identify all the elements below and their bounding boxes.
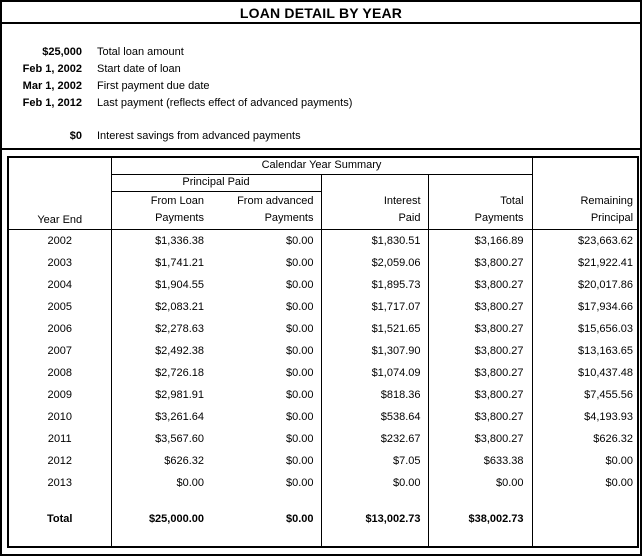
- table-row-2008: [8, 362, 638, 384]
- table-row-2003: [8, 252, 638, 274]
- summary-spacer: [2, 112, 640, 128]
- header-line: Payments: [474, 212, 524, 224]
- header-line: Paid: [398, 212, 421, 224]
- interest-cell: $1,717.07: [321, 296, 428, 318]
- table-row-2005: [8, 296, 638, 318]
- from-advanced-cell: $0.00: [211, 230, 321, 252]
- interest-cell: $2,059.06: [321, 252, 428, 274]
- total-cell: $3,800.27: [428, 252, 532, 274]
- total-cell: $3,166.89: [428, 230, 532, 252]
- column-header-year-end: Year End: [8, 157, 111, 230]
- total-payments-cell: $38,002.73: [428, 508, 532, 530]
- from-advanced-cell: $0.00: [211, 296, 321, 318]
- remaining-cell: $13,163.65: [577, 344, 634, 357]
- table-row-2013: [8, 472, 638, 494]
- table-row-2011: [8, 428, 638, 450]
- year-cell: 2009: [8, 384, 111, 406]
- interest-cell: $1,830.51: [321, 230, 428, 252]
- spacer-row: [8, 530, 638, 547]
- summary-row-first-payment: [2, 78, 640, 95]
- from-loan-cell: $2,083.21: [155, 300, 204, 313]
- table-row-2002: [8, 230, 638, 252]
- header-line: From advanced: [237, 195, 314, 207]
- interest-cell: $818.36: [321, 384, 428, 406]
- total-cell: $3,800.27: [428, 274, 532, 296]
- spacer-row: [8, 494, 638, 508]
- summary-label: Total loan amount: [97, 46, 184, 58]
- year-cell: 2007: [8, 340, 111, 362]
- total-cell: $3,800.27: [428, 340, 532, 362]
- year-cell: 2004: [8, 274, 111, 296]
- total-remaining-cell: [532, 508, 638, 530]
- year-cell: 2012: [8, 450, 111, 472]
- remaining-cell: $4,193.93: [584, 410, 634, 423]
- from-advanced-cell: $0.00: [211, 340, 321, 362]
- year-cell: 2005: [8, 296, 111, 318]
- header-line: Interest: [383, 195, 421, 207]
- header-line: Total: [500, 195, 524, 207]
- column-header-interest-paid: [321, 175, 428, 230]
- interest-cell: $232.67: [321, 428, 428, 450]
- total-interest-cell: $13,002.73: [321, 508, 428, 530]
- year-cell: 2013: [8, 472, 111, 494]
- total-from-advanced-cell: $0.00: [211, 508, 321, 530]
- summary-label: Last payment (reflects effect of advanced payments): [97, 97, 353, 109]
- from-loan-cell: $2,492.38: [155, 344, 204, 357]
- remaining-cell: $0.00: [605, 454, 634, 467]
- from-loan-cell: $2,981.91: [155, 388, 204, 401]
- group-header-principal-paid: Principal Paid: [111, 175, 321, 192]
- interest-cell: $1,307.90: [321, 340, 428, 362]
- from-advanced-cell: $0.00: [211, 472, 321, 494]
- column-header-from-advanced-payments: [211, 192, 321, 230]
- table-row-2009: [8, 384, 638, 406]
- remaining-cell: $17,934.66: [577, 300, 634, 313]
- summary-value: Feb 1, 2002: [22, 63, 82, 75]
- loan-summary: [2, 24, 640, 150]
- year-cell: 2010: [8, 406, 111, 428]
- year-cell: 2003: [8, 252, 111, 274]
- total-cell: $3,800.27: [428, 406, 532, 428]
- from-loan-cell: $1,741.21: [155, 256, 204, 269]
- interest-cell: $538.64: [321, 406, 428, 428]
- table-row-2004: [8, 274, 638, 296]
- table-row-2010: [8, 406, 638, 428]
- total-cell: $3,800.27: [428, 428, 532, 450]
- summary-value: $0: [69, 130, 82, 142]
- remaining-cell: $10,437.48: [577, 366, 634, 379]
- from-advanced-cell: $0.00: [211, 450, 321, 472]
- column-header-remaining-principal: [532, 157, 638, 230]
- from-loan-cell: $0.00: [176, 476, 204, 489]
- from-loan-cell: $2,726.18: [155, 366, 204, 379]
- table-row-2006: [8, 318, 638, 340]
- remaining-cell: $7,455.56: [584, 388, 634, 401]
- table-row-2007: [8, 340, 638, 362]
- page-title: LOAN DETAIL BY YEAR: [2, 2, 640, 24]
- from-advanced-cell: $0.00: [211, 428, 321, 450]
- loan-detail-table: [7, 156, 639, 548]
- summary-label: Interest savings from advanced payments: [97, 130, 301, 142]
- total-cell: $0.00: [428, 472, 532, 494]
- from-loan-cell: $3,261.64: [155, 410, 204, 423]
- year-cell: 2002: [8, 230, 111, 252]
- from-loan-cell: $1,904.55: [155, 278, 204, 291]
- remaining-cell: $626.32: [593, 432, 634, 445]
- summary-row-interest-savings: [2, 128, 640, 145]
- from-advanced-cell: $0.00: [211, 274, 321, 296]
- interest-cell: $1,521.65: [321, 318, 428, 340]
- summary-label: First payment due date: [97, 80, 210, 92]
- remaining-cell: $21,922.41: [577, 256, 634, 269]
- remaining-cell: $23,663.62: [577, 234, 634, 247]
- remaining-cell: $20,017.86: [577, 278, 634, 291]
- group-header-calendar-year-summary: Calendar Year Summary: [111, 157, 532, 175]
- year-detail-table-area: [2, 150, 640, 548]
- summary-label: Start date of loan: [97, 63, 181, 75]
- total-cell: $633.38: [428, 450, 532, 472]
- total-cell: $3,800.27: [428, 362, 532, 384]
- interest-cell: $7.05: [321, 450, 428, 472]
- total-from-loan-cell: $25,000.00: [148, 512, 204, 525]
- interest-cell: $1,895.73: [321, 274, 428, 296]
- total-cell: $3,800.27: [428, 384, 532, 406]
- from-loan-cell: $1,336.38: [155, 234, 204, 247]
- total-label-cell: Total: [8, 508, 111, 530]
- header-line: Principal: [590, 212, 634, 224]
- remaining-cell: $15,656.03: [577, 322, 634, 335]
- year-cell: 2008: [8, 362, 111, 384]
- year-cell: 2011: [8, 428, 111, 450]
- column-header-total-payments: [428, 175, 532, 230]
- total-cell: $3,800.27: [428, 318, 532, 340]
- header-line: Payments: [264, 212, 314, 224]
- remaining-cell: $0.00: [605, 476, 634, 489]
- interest-cell: $0.00: [321, 472, 428, 494]
- from-loan-cell: $2,278.63: [155, 322, 204, 335]
- header-line: Payments: [155, 212, 204, 224]
- summary-value: $25,000: [42, 46, 82, 58]
- from-loan-cell: $3,567.60: [155, 432, 204, 445]
- header-line: From Loan: [150, 195, 204, 207]
- table-row-2012: [8, 450, 638, 472]
- summary-row-start-date: [2, 61, 640, 78]
- from-advanced-cell: $0.00: [211, 252, 321, 274]
- header-line: Remaining: [580, 195, 634, 207]
- summary-value: Mar 1, 2002: [22, 80, 82, 92]
- summary-value: Feb 1, 2012: [22, 97, 82, 109]
- summary-row-last-payment: [2, 95, 640, 112]
- from-advanced-cell: $0.00: [211, 384, 321, 406]
- from-advanced-cell: $0.00: [211, 406, 321, 428]
- table-total-row: [8, 508, 638, 530]
- summary-row-total-loan: [2, 44, 640, 61]
- total-cell: $3,800.27: [428, 296, 532, 318]
- from-loan-cell: $626.32: [164, 454, 204, 467]
- interest-cell: $1,074.09: [321, 362, 428, 384]
- column-header-from-loan-payments: [111, 192, 211, 230]
- from-advanced-cell: $0.00: [211, 318, 321, 340]
- year-cell: 2006: [8, 318, 111, 340]
- from-advanced-cell: $0.00: [211, 362, 321, 384]
